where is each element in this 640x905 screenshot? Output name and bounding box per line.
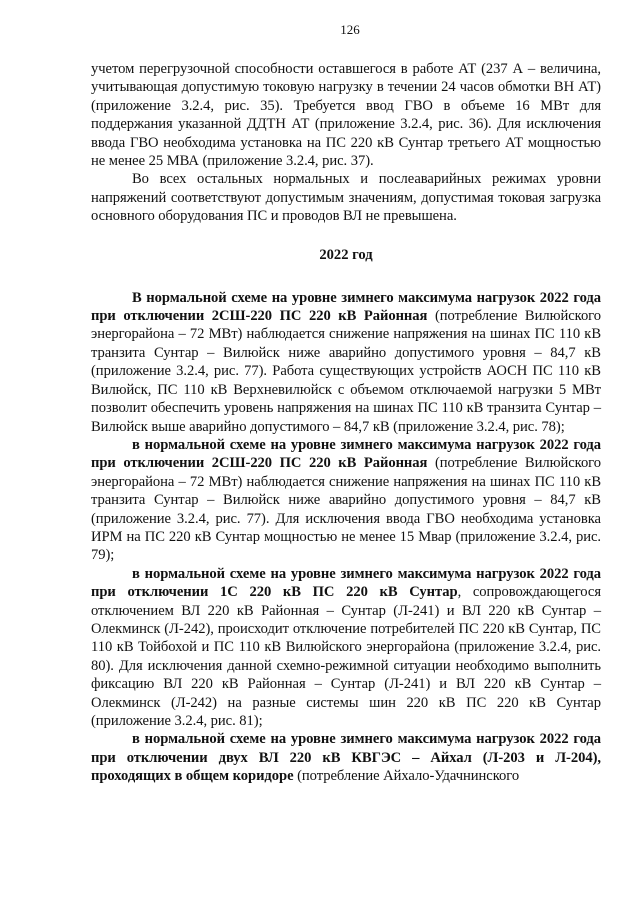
case-1-bold-lead: В нормальной схеме на уровне зимнего максимума нагрузок 2022 года при отключении 2СШ-220 ПС 220 кВ Районная bbox=[91, 289, 601, 325]
section-heading-year: 2022 год bbox=[319, 246, 373, 263]
case-4-text: (потребление Айхало-Удачнинского bbox=[293, 768, 520, 785]
case-4-bold-lead: в нормальной схеме на уровне зимнего максимума нагрузок 2022 года при отключении двух ВЛ 220 кВ КВГЭС – Айхал (Л-203 и Л-204), проходящих в общем коридоре bbox=[91, 731, 601, 785]
paragraph-case-3 bbox=[91, 565, 601, 731]
paragraph-continuation: учетом перегрузочной способности оставшегося в работе АТ (237 А – величина, учитывающая допустимую токовую нагрузку в течении 24 часов обмотки ВН АТ) (приложение 3.2.4, рис. 35). Требуется ввод ГВО в объеме 16 МВт для поддержания указанной ДДТН АТ (приложение 3.2.4, рис. 36). Для исключения ввода ГВО необходима установка на ПС 220 кВ Сунтар третьего АТ мощностью не менее 25 МВА (приложение 3.2.4, рис. 37). bbox=[91, 61, 601, 170]
case-2-bold-lead: в нормальной схеме на уровне зимнего максимума нагрузок 2022 года при отключении 2СШ-220 ПС 220 кВ Районная bbox=[91, 436, 601, 472]
paragraph-case-1 bbox=[91, 289, 601, 436]
case-3-text: , сопровождающегося отключением ВЛ 220 кВ Районная – Сунтар (Л-241) и ВЛ 220 кВ Сунтар – Олекминск (Л-242), происходит отключение потребителей ПС 220 кВ Сунтар, ПС 110 кВ Тойбохой и ПС 110 кВ Вилюйского энергорайона (приложение 3.2.4, рис. 80). Для исключения данной схемно-режимной ситуации необходимо выполнить фиксацию ВЛ 220 кВ Районная – Сунтар (Л-241) и ВЛ 220 кВ Сунтар – Олекминск (Л-242) на разные системы шин 220 кВ ПС 220 кВ Сунтар (приложение 3.2.4, рис. 81); bbox=[91, 584, 602, 729]
paragraph-summary: Во всех остальных нормальных и послеаварийных режимах уровни напряжений соответствуют допустимым значениям, допустимая токовая загрузка основного оборудования ПС и проводов ВЛ не превышена. bbox=[91, 171, 601, 225]
case-1-text: (потребление Вилюйского энергорайона – 72 МВт) наблюдается снижение напряжения на шинах ПС 110 кВ транзита Сунтар – Вилюйск ниже аварийно допустимого уровня – 84,7 кВ (приложение 3.2.4, рис. 77). Работа существующих устройств АОСН ПС 110 кВ Вилюйск, ПС 110 кВ Верхневилюйск с объемом отключаемой нагрузки 5 МВт позволит обеспечить уровень напряжения на шинах ПС 110 кВ транзита Сунтар – Вилюйск выше аварийно допустимого – 84,7 кВ (приложение 3.2.4, рис. 78); bbox=[91, 308, 602, 435]
document-page bbox=[91, 22, 601, 892]
case-3-bold-lead: в нормальной схеме на уровне зимнего максимума нагрузок 2022 года при отключении 1С 220 кВ ПС 220 кВ Сунтар bbox=[91, 565, 601, 601]
page-number: 126 bbox=[340, 22, 360, 37]
case-2-text: (потребление Вилюйского энергорайона – 72 МВт) наблюдается снижение напряжения на шинах ПС 110 кВ транзита Сунтар – Вилюйск ниже аварийно допустимого уровня – 84,7 кВ (приложение 3.2.4, рис. 77). Для исключения ввода ГВО необходима установка ИРМ на ПС 220 кВ Сунтар мощностью не менее 15 Мвар (приложение 3.2.4, рис. 79); bbox=[91, 455, 602, 564]
paragraph-case-4 bbox=[91, 730, 601, 785]
paragraph-case-2 bbox=[91, 436, 601, 565]
